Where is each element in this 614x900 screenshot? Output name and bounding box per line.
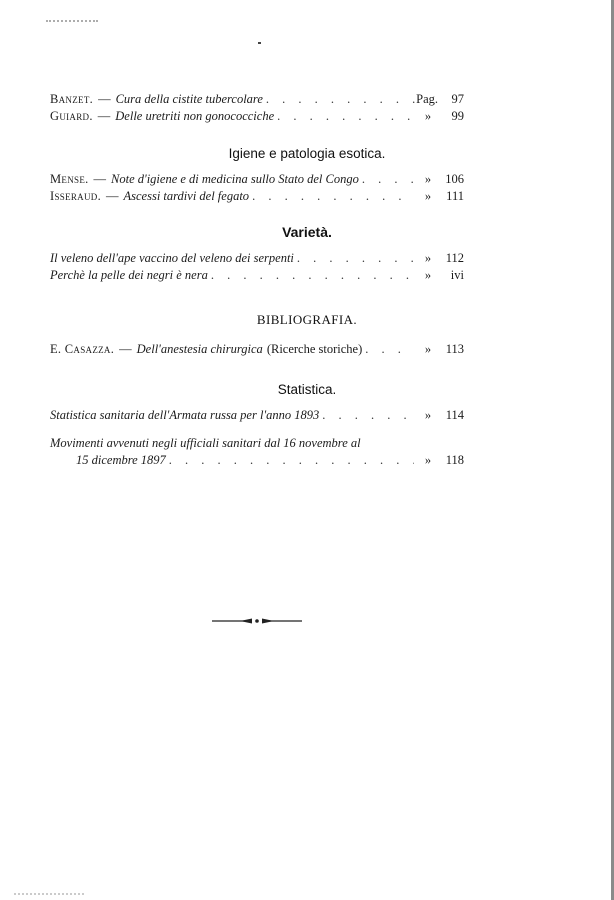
entry-author: Mense. xyxy=(50,172,89,186)
dot-leader xyxy=(294,251,414,266)
toc-entry-continuation xyxy=(76,453,464,468)
entry-page-number: 112 xyxy=(445,251,464,265)
entry-page-number: 106 xyxy=(445,172,464,186)
entry-title: Cura della cistite tubercolare xyxy=(115,92,263,106)
entry-page-number: 111 xyxy=(446,189,464,203)
toc-entry xyxy=(50,92,464,107)
entry-ditto-mark: » xyxy=(424,268,432,282)
scan-smudge-bottom xyxy=(14,893,84,899)
entry-ditto-mark: » xyxy=(424,189,432,203)
toc-entry xyxy=(50,268,464,283)
dot-leader xyxy=(362,342,414,357)
section-heading-statistica: Statistica. xyxy=(277,382,337,397)
scan-smudge-top xyxy=(46,20,98,28)
entry-subtitle: (Ricerche storiche) xyxy=(266,342,363,356)
entry-author: Isseraud. xyxy=(50,189,101,203)
entry-page-number: 99 xyxy=(451,109,464,123)
dot-leader xyxy=(249,189,414,204)
toc-entry xyxy=(50,408,464,423)
entry-dash: — xyxy=(106,189,119,203)
entry-title: Il veleno dell'ape vaccino del veleno dei serpenti xyxy=(50,251,294,265)
section-heading-bibliografia: BIBLIOGRAFIA. xyxy=(256,312,358,327)
entry-title: Delle uretriti non gonococciche xyxy=(115,109,275,123)
section-heading-varieta: Varietà. xyxy=(282,224,332,240)
entry-title: Perchè la pelle dei negri è nera xyxy=(50,268,208,282)
section-heading-igiene: Igiene e patologia esotica. xyxy=(228,146,386,161)
entry-dash: — xyxy=(97,109,111,123)
entry-author: Guiard. xyxy=(50,109,93,123)
entry-title: Dell'anestesia chirurgica xyxy=(136,342,263,356)
dot-leader xyxy=(274,109,414,124)
entry-title-line2: 15 dicembre 1897 xyxy=(76,453,166,467)
entry-dash: — xyxy=(98,92,111,106)
entry-title: Note d'igiene e di medicina sullo Stato del Congo xyxy=(111,172,359,186)
entry-title: Ascessi tardivi del fegato xyxy=(123,189,250,203)
dot-leader xyxy=(263,92,416,107)
toc-entry xyxy=(50,189,464,204)
dot-leader xyxy=(359,172,414,187)
dot-leader xyxy=(166,453,414,468)
toc-entry xyxy=(50,172,464,187)
dot-leader xyxy=(319,408,414,423)
end-ornament-icon xyxy=(212,616,302,626)
entry-ditto-mark: » xyxy=(424,251,432,265)
scan-dot xyxy=(258,42,261,44)
entry-page-number: 97 xyxy=(451,92,464,106)
toc-entry xyxy=(50,109,464,124)
entry-ditto-mark: » xyxy=(424,342,432,356)
entry-ditto-mark: » xyxy=(424,172,432,186)
entry-ditto-mark: » xyxy=(424,453,432,467)
entry-title: Statistica sanitaria dell'Armata russa per l'anno 1893 xyxy=(50,408,320,422)
entry-page-number: 114 xyxy=(445,408,464,422)
toc-entry xyxy=(50,342,464,357)
dot-leader xyxy=(208,268,414,283)
entry-page-number: 113 xyxy=(445,342,464,356)
entry-author: Banzet. xyxy=(50,92,94,106)
toc-entry xyxy=(50,251,464,266)
entry-dash: — xyxy=(93,172,107,186)
entry-ditto-mark: » xyxy=(424,408,432,422)
entry-page-label: Pag. xyxy=(416,92,438,106)
entry-page-number: ivi xyxy=(450,268,464,282)
entry-dash: — xyxy=(119,342,132,356)
entry-ditto-mark: » xyxy=(424,109,432,123)
entry-author: E. Casazza. xyxy=(50,342,115,356)
entry-title-line1: Movimenti avvenuti negli ufficiali sanitari dal 16 novembre al xyxy=(50,436,361,450)
toc-entry xyxy=(50,436,464,451)
entry-page-number: 118 xyxy=(445,453,464,467)
